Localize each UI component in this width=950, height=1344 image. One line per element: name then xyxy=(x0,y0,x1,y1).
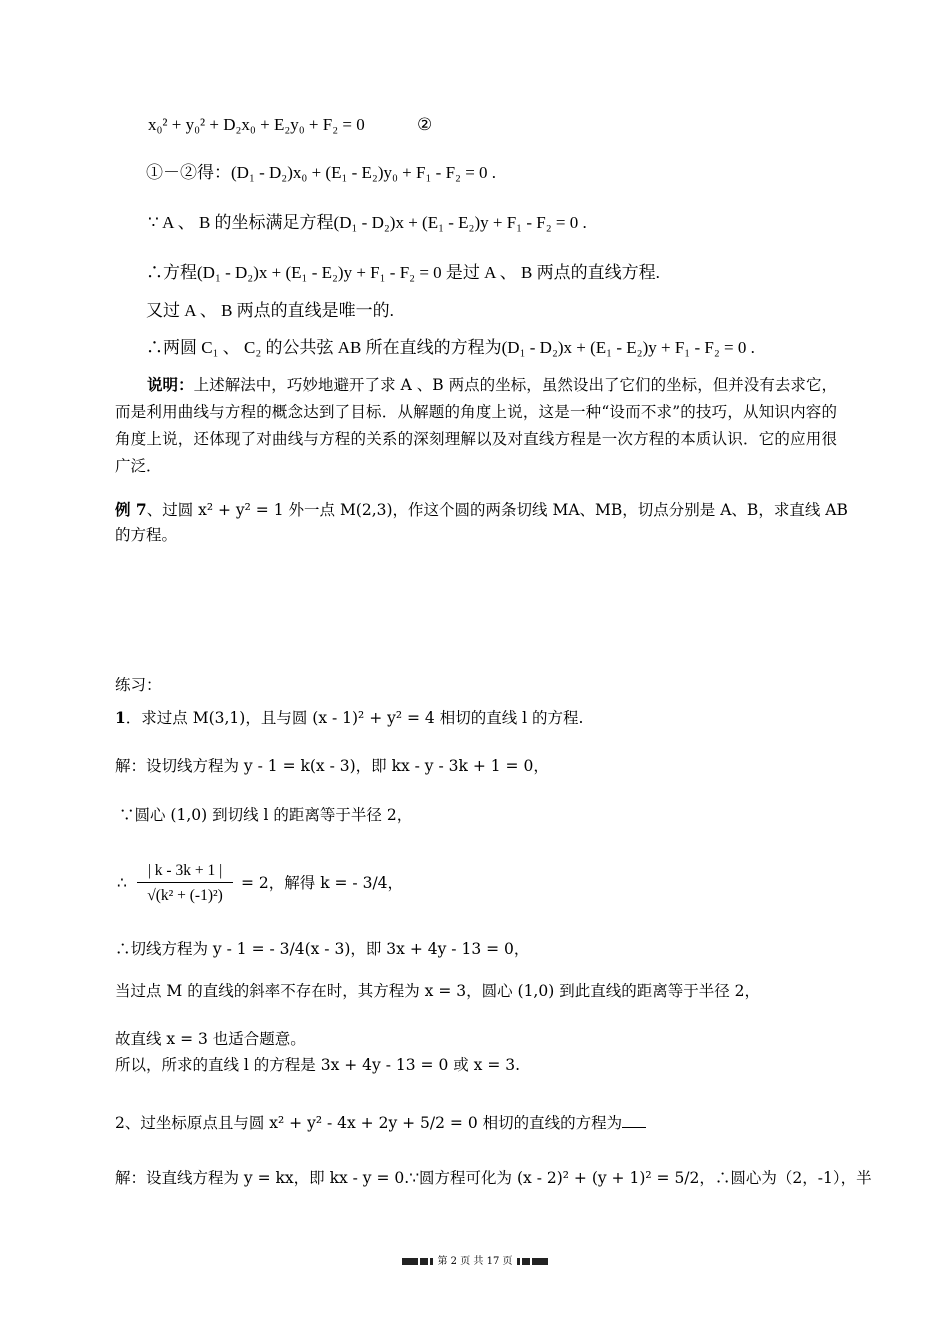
example-7-text: 、过圆 x² + y² = 1 外一点 M(2,3)，作这个圆的两条切线 MA、MB，切点分别是 A、B，求直线 AB xyxy=(146,501,848,519)
question-1 xyxy=(115,707,583,729)
because-line: ∵ A 、 B 的坐标满足方程(D₁ - D₂)x + (E₁ - E₂)y + F₁ - F₂ = 0 . xyxy=(148,213,587,232)
unique-line: 又过 A 、 B 两点的直线是唯一的. xyxy=(146,301,394,320)
therefore-line-2: ∴两圆 C₁ 、 C₂ 的公共弦 AB 所在直线的方程为(D₁ - D₂)x + (E₁ - E₂)y + F₁ - F₂ = 0 . xyxy=(146,338,755,357)
exercise-heading: 练习： xyxy=(115,676,162,694)
question-2-text: 2、过坐标原点且与圆 x² + y² - 4x + 2y + 5/2 = 0 相切的直线的方程为 xyxy=(115,1114,623,1132)
footer-bar-right-2 xyxy=(522,1258,530,1265)
footer-bar-left-1 xyxy=(402,1258,418,1265)
footer-bar-right-3 xyxy=(532,1258,548,1265)
equation-2 xyxy=(148,114,432,136)
solution-line-8: 解：设直线方程为 y = kx，即 kx - y = 0.∵圆方程可化为 (x - 2)² + (y + 1)² = 5/2，∴圆心为（2，-1），半 xyxy=(115,1169,872,1187)
page-footer xyxy=(0,1252,950,1267)
fraction-distance xyxy=(137,860,233,909)
solution-line-3-suffix: = 2，解得 k = - 3/4， xyxy=(241,874,404,892)
solution-line-7: 所以，所求的直线 l 的方程是 3x + 4y - 13 = 0 或 x = 3. xyxy=(115,1056,521,1074)
question-1-number: 1 xyxy=(115,708,126,727)
difference-line: ①－②得：(D₁ - D₂)x₀ + (E₁ - E₂)y₀ + F₁ - F₂ = 0 . xyxy=(146,163,497,182)
solution-line-5: 当过点 M 的直线的斜率不存在时，其方程为 x = 3，圆心 (1,0) 到此直线的距离等于半径 2， xyxy=(115,982,760,1000)
page-number: 第 2 页 共 17 页 xyxy=(437,1256,513,1267)
question-1-text: ．求过点 M(3,1)，且与圆 (x - 1)² + y² = 4 相切的直线 l 的方程. xyxy=(125,709,584,727)
example-7-line-2: 的方程。 xyxy=(115,526,178,544)
footer-bar-left-2 xyxy=(420,1258,428,1265)
note-text: 上述解法中，巧妙地避开了求 A 、B 两点的坐标，虽然设出了它们的坐标，但并没有去求它，而是利用曲线与方程的概念达到了目标．从解题的角度上说，这是一种“设而不求”的技巧，从知识内容的角度上说，还体现了对曲线与方程的关系的深刻理解以及对直线方程是一次方程的本质认识．它的应用很广泛． xyxy=(115,376,837,475)
equation-2-text: x₀² + y₀² + D₂x₀ + E₂y₀ + F₂ = 0 xyxy=(148,115,365,134)
fraction-numerator: | k - 3k + 1 | xyxy=(137,860,233,883)
note-label: 说明： xyxy=(147,375,194,394)
example-7-label: 例 7 xyxy=(115,500,147,519)
example-7-line-1 xyxy=(115,499,848,521)
equation-2-mark: ② xyxy=(416,115,433,135)
solution-line-1: 解：设切线方程为 y - 1 = k(x - 3)，即 kx - y - 3k + 1 = 0， xyxy=(115,757,549,775)
therefore-symbol: ∴ xyxy=(117,874,127,892)
solution-line-6: 故直线 x = 3 也适合题意。 xyxy=(115,1030,306,1048)
solution-line-2: ∵圆心 (1,0) 到切线 l 的距离等于半径 2， xyxy=(119,806,413,824)
footer-bar-left-3 xyxy=(430,1258,433,1265)
therefore-line-1: ∴方程(D₁ - D₂)x + (E₁ - E₂)y + F₁ - F₂ = 0 是过 A 、 B 两点的直线方程. xyxy=(146,263,660,282)
question-2 xyxy=(115,1112,646,1134)
solution-line-4: ∴切线方程为 y - 1 = - 3/4(x - 3)，即 3x + 4y - 13 = 0， xyxy=(115,940,530,958)
note-paragraph xyxy=(115,371,837,480)
footer-bar-right-1 xyxy=(517,1258,520,1265)
answer-blank xyxy=(622,1113,646,1128)
fraction-denominator: √(k² + (-1)²) xyxy=(147,887,223,904)
